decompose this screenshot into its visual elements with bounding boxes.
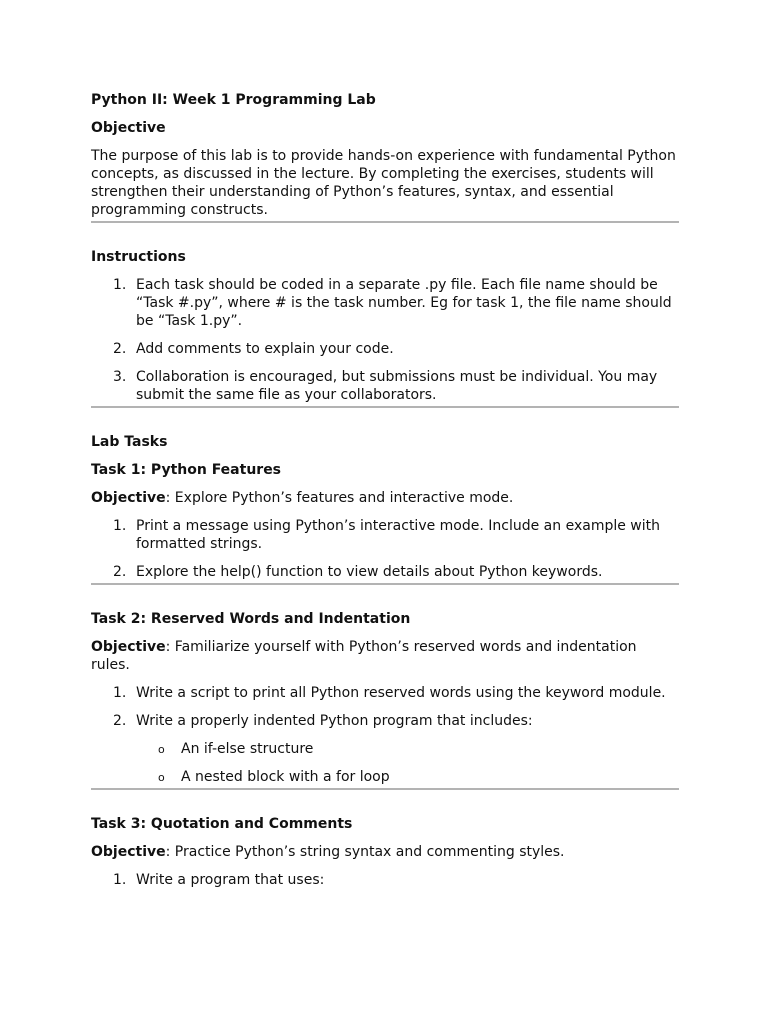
objective-label: Objective (91, 490, 166, 506)
document-body (91, 91, 679, 899)
list-item-text: Print a message using Python’s interactive mode. Include an example with formatted strings. (136, 518, 660, 552)
list-number: 1. (113, 277, 127, 293)
task1-objective (91, 489, 679, 507)
sub-list-item (136, 740, 679, 758)
sub-list-item-text: A nested block with a for loop (181, 769, 390, 785)
hollow-bullet-icon: o (158, 743, 165, 756)
list-item (91, 276, 679, 330)
list-item-text: Write a script to print all Python reserved words using the keyword module. (136, 685, 666, 701)
sub-list-item (136, 768, 679, 786)
list-number: 1. (113, 518, 127, 534)
objective-text: : Explore Python’s features and interactive mode. (165, 490, 514, 506)
objective-text: : Familiarize yourself with Python’s reserved words and indentation rules. (91, 639, 637, 673)
list-number: 2. (113, 713, 127, 729)
list-number: 1. (113, 872, 127, 888)
instructions-heading: Instructions (91, 249, 186, 265)
list-number: 3. (113, 369, 127, 385)
task3-list (91, 871, 679, 889)
objective-text: : Practice Python’s string syntax and commenting styles. (165, 844, 565, 860)
list-item (91, 517, 679, 553)
task3-objective (91, 843, 679, 861)
objective-paragraph: The purpose of this lab is to provide hands-on experience with fundamental Python concepts, as discussed in the lecture. By completing the exercises, students will strengthen their understanding of Python’s features, syntax, and essential programming constructs. (91, 148, 676, 218)
task2-sublist (136, 740, 679, 786)
list-item-text: Collaboration is encouraged, but submissions must be individual. You may submit the same file as your collaborators. (136, 369, 658, 403)
objective-label: Objective (91, 844, 166, 860)
task3-heading: Task 3: Quotation and Comments (91, 816, 353, 832)
objective-label: Objective (91, 639, 166, 655)
task1-heading: Task 1: Python Features (91, 462, 282, 478)
list-item-text: Write a properly indented Python program that includes: (136, 713, 533, 729)
list-item-text: Write a program that uses: (136, 872, 325, 888)
list-item-text: Explore the help() function to view details about Python keywords. (136, 564, 603, 580)
list-item (91, 712, 679, 786)
list-number: 2. (113, 341, 127, 357)
document-title: Python II: Week 1 Programming Lab (91, 92, 376, 108)
list-number: 1. (113, 685, 127, 701)
list-item (91, 368, 679, 404)
list-item-text: Add comments to explain your code. (136, 341, 394, 357)
list-number: 2. (113, 564, 127, 580)
list-item (91, 340, 679, 358)
list-item (91, 684, 679, 702)
objective-heading: Objective (91, 120, 166, 136)
list-item (91, 871, 679, 889)
task2-heading: Task 2: Reserved Words and Indentation (91, 611, 411, 627)
task2-list (91, 684, 679, 786)
sub-list-item-text: An if-else structure (181, 741, 314, 757)
instructions-list (91, 276, 679, 404)
task1-list (91, 517, 679, 581)
list-item-text: Each task should be coded in a separate .py file. Each file name should be “Task #.py”, where # is the task number. Eg for task 1, the file name should be “Task 1.py”. (136, 277, 672, 329)
hollow-bullet-icon: o (158, 771, 165, 784)
lab-tasks-heading: Lab Tasks (91, 434, 168, 450)
list-item (91, 563, 679, 581)
task2-objective (91, 638, 679, 674)
